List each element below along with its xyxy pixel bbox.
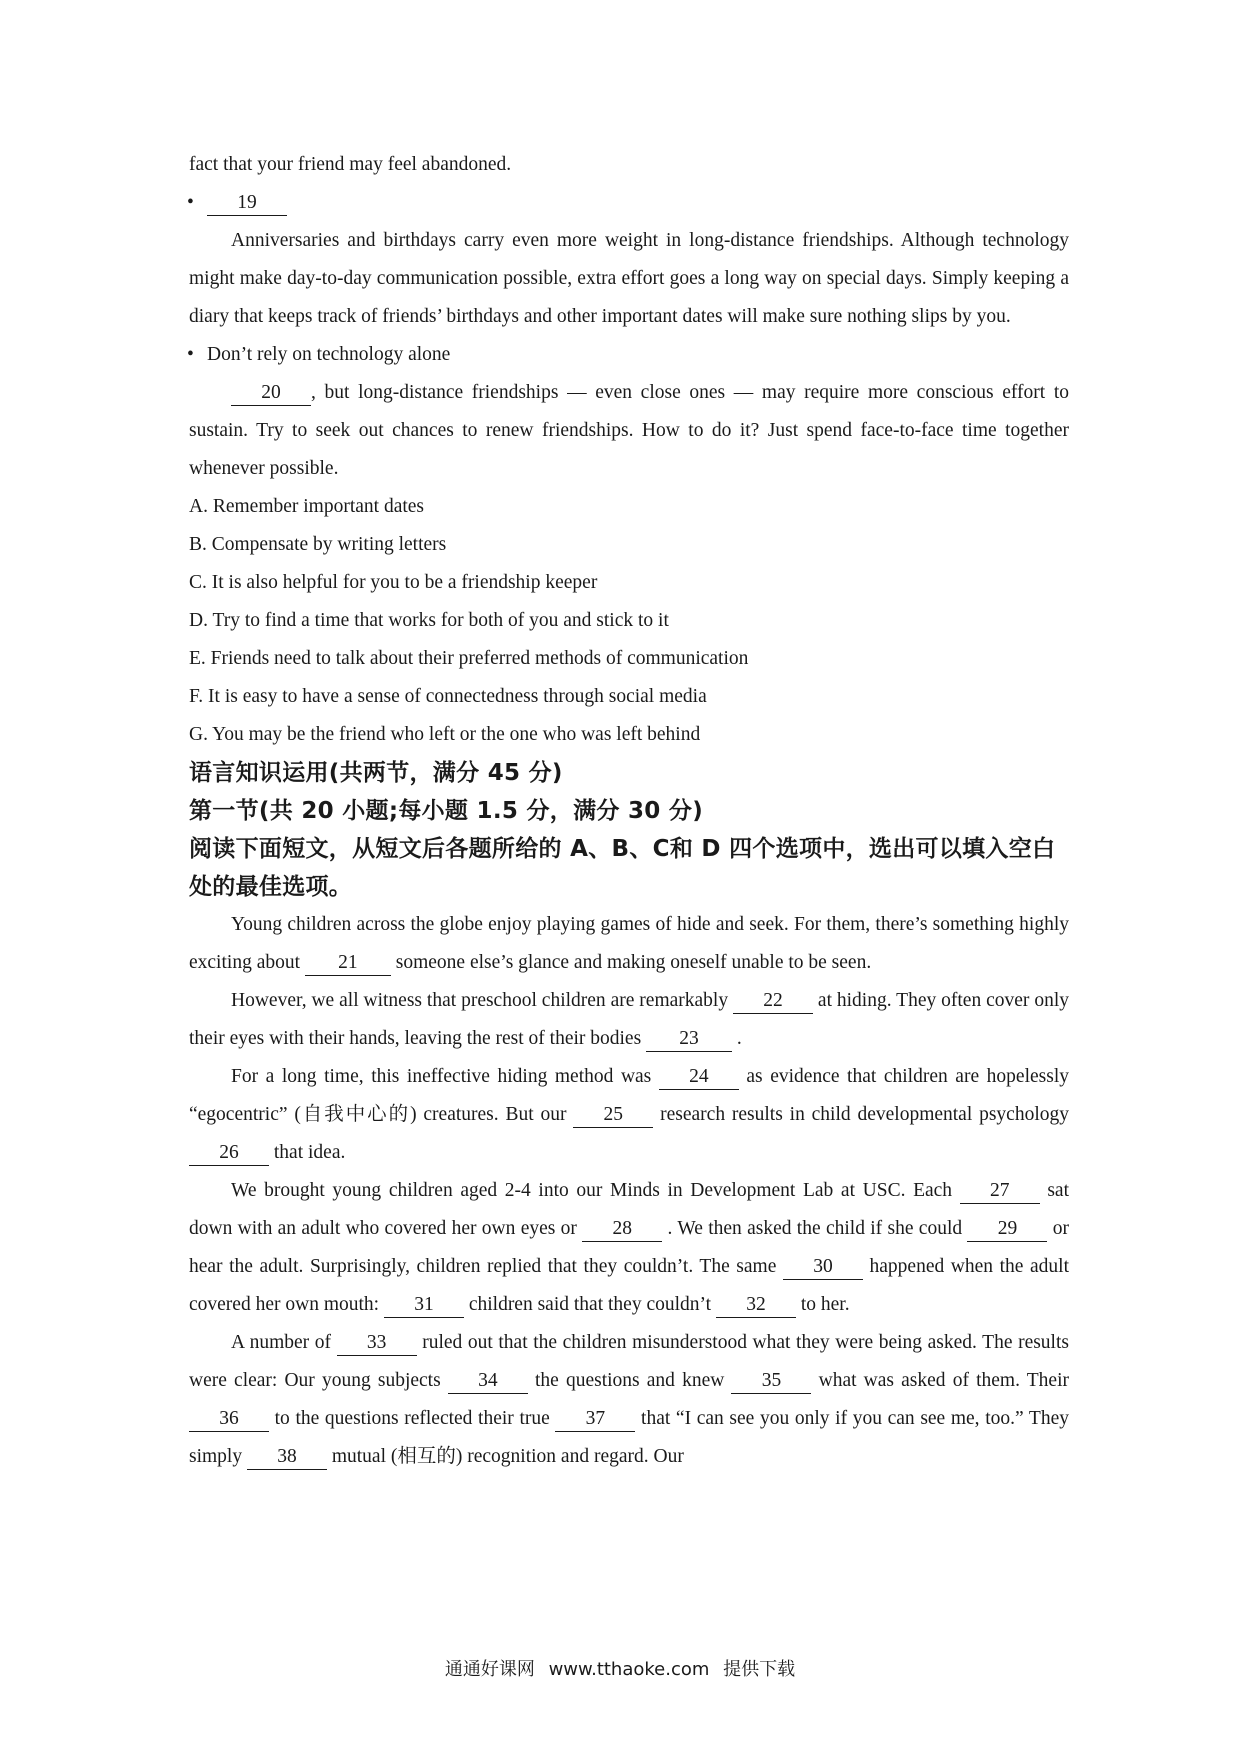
- blank-31: 31: [384, 1293, 464, 1318]
- page-footer: [0, 1655, 1240, 1681]
- cloze-text: as evidence that children are hopelessly “egocentric” (自我中心的) creatures. But our: [189, 1066, 1070, 1125]
- cloze-text: that idea.: [269, 1142, 346, 1163]
- tech-heading: Don’t rely on technology alone: [207, 344, 451, 365]
- cloze-text: happened when the adult covered her own mouth:: [189, 1256, 1070, 1315]
- cloze-paragraph-5: [189, 1324, 1069, 1476]
- cloze-paragraph-4: [189, 1172, 1069, 1324]
- cloze-text: to her.: [795, 1294, 850, 1315]
- option-c: C. It is also helpful for you to be a friendship keeper: [189, 572, 598, 593]
- blank-37: 37: [555, 1407, 635, 1432]
- paragraph-20-text: , but long-distance friendships — even close ones — may require more conscious effort to sustain. Try to seek out chances to renew friendships. How to do it? Just spend face-to-face time together whenever possible.: [189, 382, 1069, 479]
- blank-20: 20: [231, 381, 311, 406]
- section-title: 语言知识运用(共两节，满分 45 分): [189, 760, 563, 786]
- blank-19: 19: [207, 191, 287, 216]
- cloze-paragraph-2: [189, 982, 1069, 1058]
- cloze-text: sat down with an adult who covered her own eyes or: [189, 1180, 1069, 1239]
- blank-22: 22: [733, 989, 813, 1014]
- cloze-text: that “I can see you only if you can see me, too.” They simply: [189, 1408, 1070, 1467]
- option-d: D. Try to find a time that works for both of you and stick to it: [189, 610, 669, 631]
- blank-25: 25: [573, 1103, 653, 1128]
- document-page: [189, 146, 1069, 1476]
- bullet-icon: •: [187, 192, 194, 213]
- cloze-text: someone else’s glance and making oneself unable to be seen.: [390, 952, 872, 973]
- blank-29: 29: [967, 1217, 1047, 1242]
- blank-30: 30: [783, 1255, 863, 1280]
- blank-35: 35: [731, 1369, 811, 1394]
- cloze-text: the questions and knew: [527, 1370, 732, 1391]
- cloze-text: to the questions reflected their true: [269, 1408, 556, 1429]
- section-subtitle: 第一节(共 20 小题;每小题 1.5 分，满分 30 分): [189, 798, 704, 824]
- option-e: E. Friends need to talk about their preferred methods of communication: [189, 648, 749, 669]
- blank-26: 26: [189, 1141, 269, 1166]
- blank-33: 33: [337, 1331, 417, 1356]
- bullet-item-19: [187, 184, 1069, 222]
- cloze-paragraph-1: [189, 906, 1069, 982]
- cloze-text: .: [732, 1028, 742, 1049]
- cloze-text: However, we all witness that preschool children are remarkably: [231, 990, 733, 1011]
- cloze-text: what was asked of them. Their: [811, 1370, 1069, 1391]
- carry-over-line: fact that your friend may feel abandoned.: [189, 154, 512, 175]
- option-b: B. Compensate by writing letters: [189, 534, 447, 555]
- option-a: A. Remember important dates: [189, 496, 425, 517]
- blank-27: 27: [960, 1179, 1040, 1204]
- cloze-text: ruled out that the children misunderstood what they were being asked. The results were clear: Our young subjects: [189, 1332, 1069, 1391]
- cloze-text: For a long time, this ineffective hiding method was: [231, 1066, 659, 1087]
- blank-38: 38: [247, 1445, 327, 1470]
- section-instruction: 阅读下面短文，从短文后各题所给的 A、B、C和 D 四个选项中，选出可以填入空白处的最佳选项。: [189, 836, 1056, 900]
- bullet-icon: •: [187, 344, 194, 365]
- option-g: G. You may be the friend who left or the one who was left behind: [189, 724, 701, 745]
- footer-site-name: 通通好课网: [444, 1659, 535, 1680]
- cloze-text: research results in child developmental psychology: [653, 1104, 1070, 1125]
- option-list: [189, 488, 1069, 754]
- cloze-text: A number of: [231, 1332, 337, 1353]
- cloze-text: Young children across the globe enjoy playing games of hide and seek. For them, there’s something highly exciting about: [189, 914, 1069, 973]
- blank-36: 36: [189, 1407, 269, 1432]
- cloze-text: children said that they couldn’t: [463, 1294, 716, 1315]
- blank-28: 28: [582, 1217, 662, 1242]
- paragraph-20: [189, 374, 1069, 488]
- blank-21: 21: [305, 951, 391, 976]
- footer-action: 提供下载: [723, 1659, 796, 1680]
- cloze-text: or hear the adult. Surprisingly, children replied that they couldn’t. The same: [189, 1218, 1069, 1277]
- paragraph-anniversaries: Anniversaries and birthdays carry even more weight in long-distance friendships. Although technology might make day-to-day communication possible, extra effort goes a long way on special days. Simply keeping a diary that keeps track of friends’ birthdays and other important dates will make sure nothing slips by you.: [189, 230, 1069, 327]
- blank-24: 24: [659, 1065, 739, 1090]
- footer-url[interactable]: www.tthaoke.com: [548, 1659, 710, 1680]
- bullet-item-technology: [187, 336, 1069, 374]
- cloze-text: mutual (相互的) recognition and regard. Our: [326, 1446, 684, 1467]
- blank-34: 34: [448, 1369, 528, 1394]
- blank-23: 23: [646, 1027, 732, 1052]
- cloze-paragraph-3: [189, 1058, 1069, 1172]
- blank-32: 32: [716, 1293, 796, 1318]
- option-f: F. It is easy to have a sense of connectedness through social media: [189, 686, 707, 707]
- cloze-text: We brought young children aged 2-4 into our Minds in Development Lab at USC. Each: [231, 1180, 960, 1201]
- cloze-text: at hiding. They often cover only their eyes with their hands, leaving the rest of their bodies: [189, 990, 1069, 1049]
- cloze-text: . We then asked the child if she could: [662, 1218, 968, 1239]
